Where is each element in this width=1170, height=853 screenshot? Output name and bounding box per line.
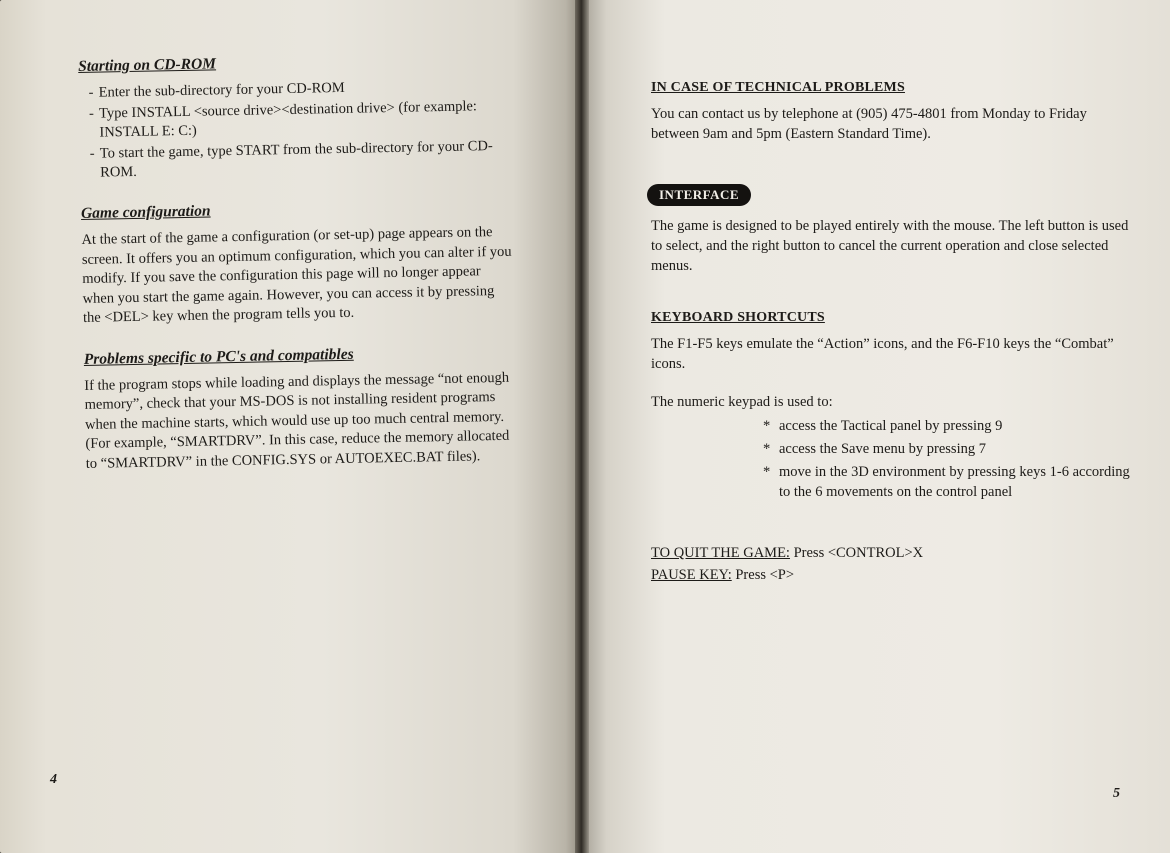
- list-item: * access the Save menu by pressing 7: [763, 439, 1131, 459]
- page-number-right: 5: [1113, 786, 1120, 801]
- right-page-content: [651, 80, 1131, 586]
- interface-label-badge: INTERFACE: [647, 184, 751, 206]
- list-item: - To start the game, type START from the sub-directory for your CD-ROM.: [90, 137, 513, 183]
- heading-keyboard-shortcuts: KEYBOARD SHORTCUTS: [651, 310, 825, 325]
- quit-game-value: Press <CONTROL>X: [793, 545, 924, 561]
- list-item: * access the Tactical panel by pressing 9: [763, 416, 1131, 436]
- paragraph-function-keys: The F1-F5 keys emulate the “Action” icons, and the F6-F10 keys the “Combat” icons.: [651, 336, 1114, 372]
- book-spine: [575, 0, 589, 853]
- pause-key-value: Press <P>: [735, 567, 795, 583]
- section-quit-pause: [651, 542, 1131, 586]
- pause-key-label: PAUSE KEY:: [651, 567, 732, 583]
- list-item: - Enter the sub-directory for your CD-ROM: [88, 76, 510, 103]
- paragraph-game-configuration: At the start of the game a configuration (or set-up) page appears on the screen. It offers you an optimum configuration, which you can alter if you modify. If you save the configuration this page will no longer appear when you start the game again. However, you can access it by pressing the <DEL> key when the program tells you to.: [81, 224, 512, 326]
- heading-technical-problems: IN CASE OF TECHNICAL PROBLEMS: [651, 80, 905, 95]
- page-number-left: 4: [50, 772, 57, 787]
- heading-starting-cdrom: Starting on CD-ROM: [78, 55, 217, 75]
- paragraph-technical-problems: You can contact us by telephone at (905) 475-4801 from Monday to Friday between 9am and 5pm (Eastern Standard Time).: [651, 106, 1087, 142]
- section-game-configuration: [81, 197, 515, 329]
- left-page-content: [78, 50, 518, 496]
- paragraph-interface: The game is designed to be played entirely with the mouse. The left button is used to select, and the right button to cancel the current operation and close selected menus.: [651, 218, 1129, 274]
- paragraph-keypad-intro: The numeric keypad is used to:: [651, 394, 833, 410]
- right-page: [583, 0, 1170, 853]
- cdrom-steps-list: [88, 76, 512, 183]
- section-keyboard-shortcuts: [651, 310, 1131, 502]
- section-interface: [651, 184, 1131, 276]
- paragraph-pc-problems: If the program stops while loading and displays the message “not enough memory”, check that your MS-DOS is not installing resident programs when the machine starts, which would use up too much central memory. (For example, “SMARTDRV”. In this case, reduce the memory allocated to “SMARTDRV” in the CONFIG.SYS or AUTOEXEC.BAT files).: [84, 369, 510, 472]
- list-item: - Type INSTALL <source drive><destination drive> (for example: INSTALL E: C:): [89, 97, 512, 143]
- list-item: * move in the 3D environment by pressing keys 1-6 according to the 6 movements on the control panel: [763, 462, 1131, 502]
- pause-key-line: [651, 564, 1131, 586]
- quit-game-key: TO QUIT THE GAME:: [651, 545, 790, 561]
- keypad-list: [763, 416, 1131, 502]
- quit-game-line: [651, 542, 1131, 564]
- heading-game-configuration: Game configuration: [80, 202, 211, 222]
- left-page: [0, 0, 583, 853]
- section-pc-problems: [84, 342, 518, 474]
- section-technical-problems: [651, 80, 1131, 144]
- heading-pc-problems: Problems specific to PC's and compatibles: [83, 345, 354, 368]
- section-starting-cdrom: [78, 50, 512, 183]
